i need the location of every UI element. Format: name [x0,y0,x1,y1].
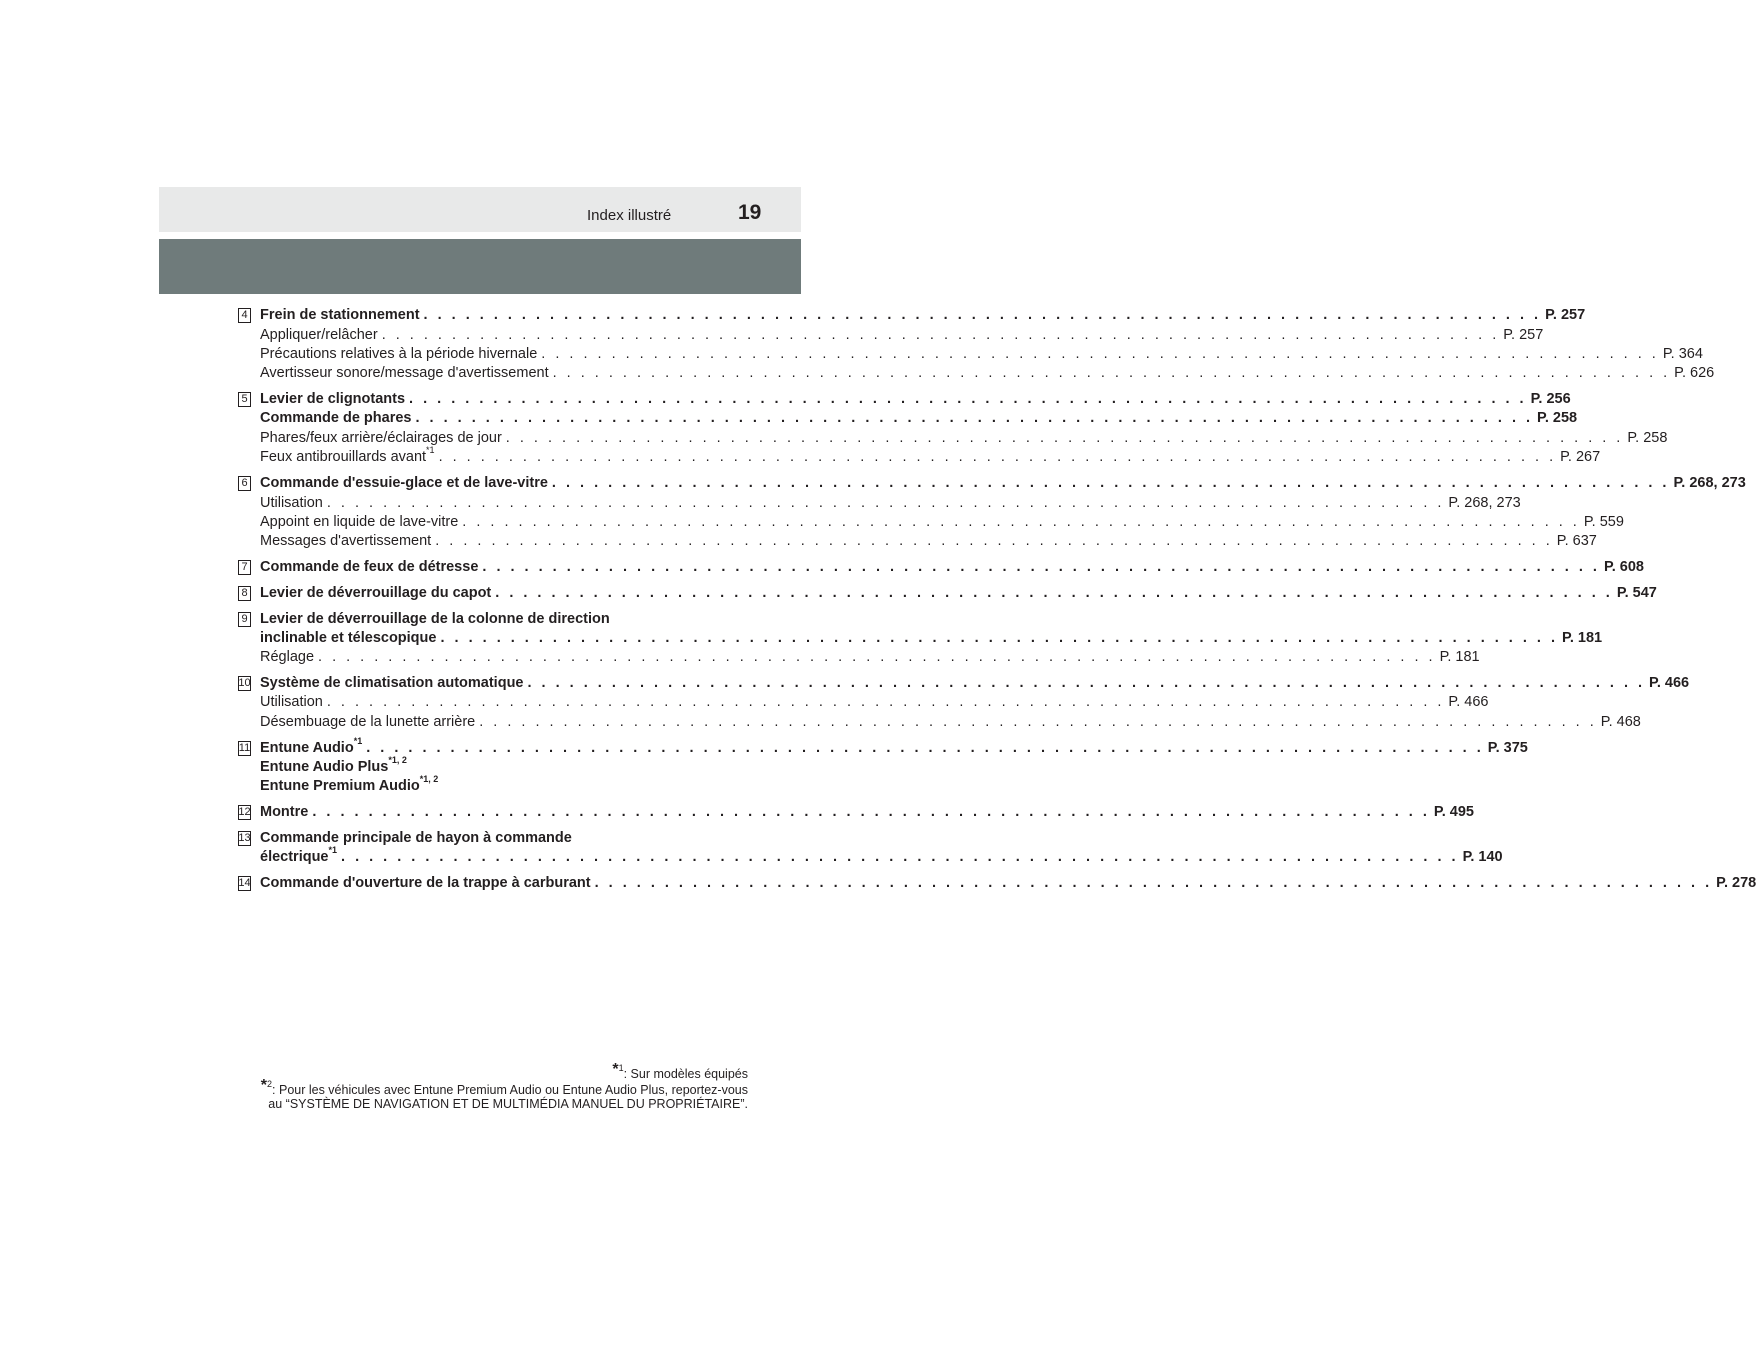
leader-dots: . . . . . . . . . . . . . . . . . . . . . . . . . . . . . . . . . . . . . . . . . . . . . . . . . . . . . . . . . . . . . . . . . . . . . . . . . . . . . . . . [482,559,1600,575]
index-entry [260,610,723,629]
entry-label: inclinable et télescopique [260,630,437,646]
leader-dots: . . . . . . . . . . . . . . . . . . . . . . . . . . . . . . . . . . . . . . . . . . . . . . . . . . . . . . . . . . . . . . . . . . . . . . . . . . . . . . . . [495,585,1613,601]
section-number-badge: 4 [238,308,251,323]
footnote-ref: *1 [328,845,338,856]
page-ref[interactable]: P. 495 [1433,804,1474,820]
page-ref[interactable]: P. 268, 273 [1448,495,1521,511]
index-entry[interactable] [260,736,1528,758]
section-number-badge: 7 [238,560,251,575]
leader-dots: . . . . . . . . . . . . . . . . . . . . . . . . . . . . . . . . . . . . . . . . . . . . . . . . . . . . . . . . . . . . . . . . . . . . . . . . . . . . . . . . [423,307,1542,323]
footnote-1: *$^1$: Sur modèles équipés [612,1061,748,1081]
page-ref[interactable]: P. 257 [1503,327,1544,343]
entry-label: Montre [260,804,309,820]
section-title: Index illustré [587,207,672,224]
page-ref[interactable]: P. 468 [1600,714,1641,730]
index-entry[interactable] [260,429,1668,448]
entry-label: Utilisation [260,495,323,511]
section-number-badge: 14 [238,877,251,889]
entry-label: Appliquer/relâcher [260,327,378,343]
footnote-ref: *1 [353,736,363,747]
entry-label: Commande d'essuie-glace et de lave-vitre [260,475,548,491]
index-entry[interactable] [260,364,1715,383]
index-entry[interactable] [260,713,1641,732]
page-ref[interactable]: P. 140 [1462,849,1503,865]
entry-label: Entune Audio Plus$^{*1, 2}$ [260,755,407,775]
section-banner [159,239,801,294]
entry-label: Levier de déverrouillage de la colonne de direction [260,611,610,627]
entry-label: Commande d'ouverture de la trappe à carburant [260,875,591,891]
index-entry[interactable] [260,326,1544,345]
leader-dots: . . . . . . . . . . . . . . . . . . . . . . . . . . . . . . . . . . . . . . . . . . . . . . . . . . . . . . . . . . . . . . . . . . . . . . . . . . . . . . . . [527,675,1646,691]
entry-label: Précautions relatives à la période hivernale [260,346,538,362]
leader-dots: . . . . . . . . . . . . . . . . . . . . . . . . . . . . . . . . . . . . . . . . . . . . . . . . . . . . . . . . . . . . . . . . . . . . . . . . . . . . . . . . [594,875,1713,891]
entry-label: électrique$^{*1}$ [260,845,338,865]
index-entry[interactable] [260,674,1690,693]
entry-label: Levier de déverrouillage du capot [260,585,492,601]
section-number-badge: 9 [238,612,251,627]
page-ref[interactable]: P. 637 [1556,533,1597,549]
section-number-badge: 5 [238,392,251,407]
entry-label: Levier de clignotants [260,391,406,407]
index-entry[interactable] [260,494,1521,513]
page-ref[interactable]: P. 181 [1562,630,1603,646]
page-ref[interactable]: P. 181 [1439,649,1480,665]
index-entry[interactable] [260,584,1657,603]
leader-dots: . . . . . . . . . . . . . . . . . . . . . . . . . . . . . . . . . . . . . . . . . . . . . . . . . . . . . . . . . . . . . . . . . . . . . . . . . . . . . . . . [381,327,1500,343]
index-entry[interactable] [260,409,1578,428]
page-ref[interactable]: P. 256 [1530,391,1571,407]
index-entry[interactable] [260,629,1603,648]
entry-label: Frein de stationnement [260,307,420,323]
page-ref[interactable]: P. 258 [1537,410,1578,426]
footnote-ref: *1, 2 [388,755,407,766]
section-number-badge: 11 [238,742,251,754]
entry-label: Phares/feux arrière/éclairages de jour [260,430,502,446]
page-ref[interactable]: P. 547 [1616,585,1657,601]
header-band [159,187,801,232]
index-entry[interactable] [260,513,1624,532]
page-ref[interactable]: P. 466 [1448,694,1489,710]
leader-dots: . . . . . . . . . . . . . . . . . . . . . . . . . . . . . . . . . . . . . . . . . . . . . . . . . . . . . . . . . . . . . . . . . . . . . . . . . . . . . . . . [440,630,1559,646]
entry-label: Entune Audio$^{*1}$ [260,736,363,756]
entry-label: Avertisseur sonore/message d'avertissement [260,365,549,381]
section-number-badge: 10 [238,677,251,689]
footnote-2: *$^2$: Pour les véhicules avec Entune Premium Audio ou Entune Audio Plus, reportez-vous [260,1077,748,1097]
leader-dots: . . . . . . . . . . . . . . . . . . . . . . . . . . . . . . . . . . . . . . . . . . . . . . . . . . . . . . . . . . . . . . . . . . . . . . . . . . . . . . . . [318,649,1436,665]
page-ref[interactable]: P. 626 [1674,365,1715,381]
leader-dots: . . . . . . . . . . . . . . . . . . . . . . . . . . . . . . . . . . . . . . . . . . . . . . . . . . . . . . . . . . . . . . . . . . . . . . . . . . . . . . . . [326,694,1445,710]
page-ref[interactable]: P. 268, 273 [1673,475,1746,491]
entry-label: Utilisation [260,694,323,710]
leader-dots: . . . . . . . . . . . . . . . . . . . . . . . . . . . . . . . . . . . . . . . . . . . . . . . . . . . . . . . . . . . . . . . . . . . . . . . . . . . . . . . . [552,365,1671,381]
leader-dots: . . . . . . . . . . . . . . . . . . . . . . . . . . . . . . . . . . . . . . . . . . . . . . . . . . . . . . . . . . . . . . . . . . . . . . . . . . . . . . . . [541,346,1659,362]
entry-label: Désembuage de la lunette arrière [260,714,476,730]
page-ref[interactable]: P. 375 [1487,740,1528,756]
entry-label: Commande de feux de détresse [260,559,479,575]
index-entry [260,755,723,777]
leader-dots: . . . . . . . . . . . . . . . . . . . . . . . . . . . . . . . . . . . . . . . . . . . . . . . . . . . . . . . . . . . . . . . . . . . . . . . . . . . . . . . . [341,849,1459,865]
page-ref[interactable]: P. 257 [1545,307,1586,323]
footnote-ref: *1 [426,445,435,456]
entry-label: Entune Premium Audio$^{*1, 2}$ [260,774,439,794]
entry-label: Messages d'avertissement [260,533,432,549]
entry-label: Feux antibrouillards avant$^{*1}$ [260,445,435,465]
index-entry[interactable] [260,445,1601,467]
section-number-badge: 8 [238,586,251,601]
leader-dots: . . . . . . . . . . . . . . . . . . . . . . . . . . . . . . . . . . . . . . . . . . . . . . . . . . . . . . . . . . . . . . . . . . . . . . . . . . . . . . . . [366,740,1484,756]
entry-label: Système de climatisation automatique [260,675,524,691]
entry-label: Commande de phares [260,410,412,426]
page-ref[interactable]: P. 559 [1583,514,1624,530]
page-ref[interactable]: P. 267 [1560,449,1601,465]
leader-dots: . . . . . . . . . . . . . . . . . . . . . . . . . . . . . . . . . . . . . . . . . . . . . . . . . . . . . . . . . . . . . . . . . . . . . . . . . . . . . . . . [505,430,1624,446]
leader-dots: . . . . . . . . . . . . . . . . . . . . . . . . . . . . . . . . . . . . . . . . . . . . . . . . . . . . . . . . . . . . . . . . . . . . . . . . . . . . . . . . [438,449,1557,465]
index-entry[interactable] [260,648,1480,667]
leader-dots: . . . . . . . . . . . . . . . . . . . . . . . . . . . . . . . . . . . . . . . . . . . . . . . . . . . . . . . . . . . . . . . . . . . . . . . . . . . . . . . . [409,391,1527,407]
index-entry[interactable] [260,803,1474,822]
index-entry[interactable] [260,345,1703,364]
section-number-badge: 12 [238,806,251,818]
index-entry[interactable] [260,874,1756,893]
index-entry[interactable] [260,390,1571,409]
section-number-badge: 6 [238,476,251,491]
footnote-2-cont: au “SYSTÈME DE NAVIGATION ET DE MULTIMÉDIA MANUEL DU PROPRIÉTAIRE”. [268,1097,748,1111]
leader-dots: . . . . . . . . . . . . . . . . . . . . . . . . . . . . . . . . . . . . . . . . . . . . . . . . . . . . . . . . . . . . . . . . . . . . . . . . . . . . . . . . [462,514,1580,530]
page-ref[interactable]: P. 258 [1627,430,1668,446]
leader-dots: . . . . . . . . . . . . . . . . . . . . . . . . . . . . . . . . . . . . . . . . . . . . . . . . . . . . . . . . . . . . . . . . . . . . . . . . . . . . . . . . [479,714,1597,730]
entry-label: Commande principale de hayon à commande [260,830,572,846]
page-number: 19 [738,201,762,224]
index-entry [260,774,723,796]
index-entry[interactable] [260,474,1746,493]
entry-label: Appoint en liquide de lave-vitre [260,514,459,530]
index-entry[interactable] [260,845,1503,867]
index-entry[interactable] [260,693,1489,712]
leader-dots: . . . . . . . . . . . . . . . . . . . . . . . . . . . . . . . . . . . . . . . . . . . . . . . . . . . . . . . . . . . . . . . . . . . . . . . . . . . . . . . . [312,804,1430,820]
page-ref[interactable]: P. 364 [1662,346,1703,362]
leader-dots: . . . . . . . . . . . . . . . . . . . . . . . . . . . . . . . . . . . . . . . . . . . . . . . . . . . . . . . . . . . . . . . . . . . . . . . . . . . . . . . . [435,533,1553,549]
index-entry[interactable] [260,306,1586,325]
section-number-badge: 13 [238,832,251,844]
index-entry[interactable] [260,558,1644,577]
leader-dots: . . . . . . . . . . . . . . . . . . . . . . . . . . . . . . . . . . . . . . . . . . . . . . . . . . . . . . . . . . . . . . . . . . . . . . . . . . . . . . . . [551,475,1670,491]
entry-label: Réglage [260,649,315,665]
page-ref[interactable]: P. 466 [1649,675,1690,691]
page-ref[interactable]: P. 608 [1603,559,1644,575]
leader-dots: . . . . . . . . . . . . . . . . . . . . . . . . . . . . . . . . . . . . . . . . . . . . . . . . . . . . . . . . . . . . . . . . . . . . . . . . . . . . . . . . [415,410,1534,426]
footnote-ref: *1, 2 [419,774,439,785]
index-entry[interactable] [260,532,1597,551]
page-ref[interactable]: P. 278 [1716,875,1756,891]
leader-dots: . . . . . . . . . . . . . . . . . . . . . . . . . . . . . . . . . . . . . . . . . . . . . . . . . . . . . . . . . . . . . . . . . . . . . . . . . . . . . . . . [326,495,1445,511]
